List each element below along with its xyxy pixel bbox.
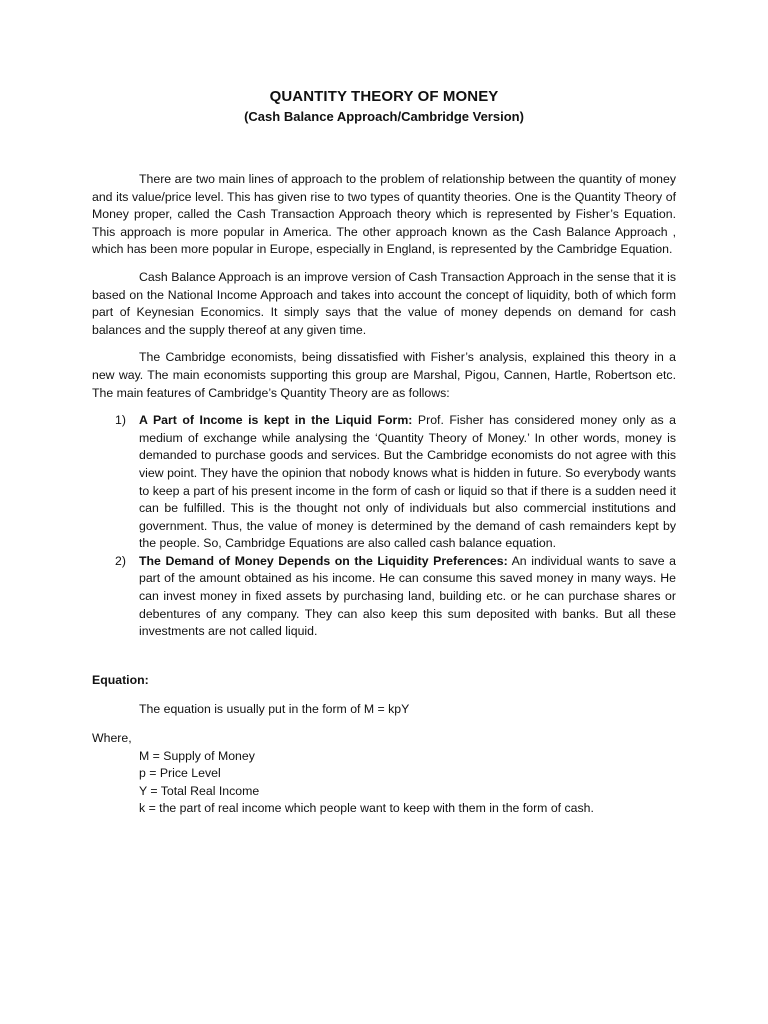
definition-item: p = Price Level — [139, 766, 221, 781]
cambridge-economists-paragraph: The Cambridge economists, being dissatisfied with Fisher’s analysis, explained this theory in a new way. The main economists supporting this group are Marshal, Pigou, Cannen, Hartle, Robertson etc. The main features of Cambridge’s Quantity Theory are as follows: — [92, 350, 676, 400]
intro-paragraph: There are two main lines of approach to the problem of relationship between the quantity of money and its value/price level. This has given rise to two types of quantity theories. One is the Quantity Theory of Money proper, called the Cash Transaction Approach theory which is represented by Fisher’s Equation. This approach is more popular in America. The other approach known as the Cash Balance Approach , which has been more popular in Europe, especially in England, is represented by the Cambridge Equation. — [92, 172, 676, 257]
where-label: Where, — [92, 731, 132, 746]
feature-number: 1) — [115, 413, 126, 428]
definition-item: k = the part of real income which people want to keep with them in the form of cash. — [139, 801, 594, 816]
cash-balance-paragraph: Cash Balance Approach is an improve version of Cash Transaction Approach in the sense that it is based on the National Income Approach and takes into account the concept of liquidity, both of which form part of Keynesian Economics. It simply says that the value of money depends on demand for cash balances and the supply thereof at any given time. — [92, 269, 676, 337]
feature-item-1 — [92, 412, 676, 553]
definition-item: Y = Total Real Income — [139, 783, 260, 798]
features-list — [92, 412, 676, 641]
feature-text: An individual wants to save a part of the amount obtained as his income. He can consume this saved money in many ways. He can invest money in fixed assets by purchasing land, building etc. or he can purchase shares or debentures of any company. They can also keep this sum deposited with banks. But all these investments are not called liquid. — [139, 553, 676, 639]
document-body — [92, 171, 676, 818]
feature-item-2 — [92, 553, 676, 641]
feature-text: Prof. Fisher has considered money only as a medium of exchange while analysing the ‘Quantity Theory of Money.’ In other words, money is demanded to purchase goods and services. But the Cambridge economists do not agree with this view point. They have the opinion that nobody knows what is hidden in future. So everybody wants to keep a part of his present income in the form of cash or liquid so that if there is a sudden need it can be fulfilled. This is the thought not only of individuals but also commercial institutions and government. Thus, the value of money is determined by the demand of cash remainders kept by the people. So, Cambridge Equations are also called cash balance equation. — [139, 413, 676, 551]
definitions-list — [139, 748, 676, 818]
document-subtitle: (Cash Balance Approach/Cambridge Version) — [244, 109, 524, 124]
definition-item: M = Supply of Money — [139, 748, 255, 763]
feature-number: 2) — [115, 553, 126, 568]
equation-line: The equation is usually put in the form of M = kpY — [139, 702, 410, 717]
feature-heading: The Demand of Money Depends on the Liquidity Preferences: — [139, 553, 508, 568]
document-title: QUANTITY THEORY OF MONEY — [269, 88, 499, 105]
feature-heading: A Part of Income is kept in the Liquid Form: — [139, 413, 413, 428]
equation-heading: Equation: — [92, 672, 149, 687]
